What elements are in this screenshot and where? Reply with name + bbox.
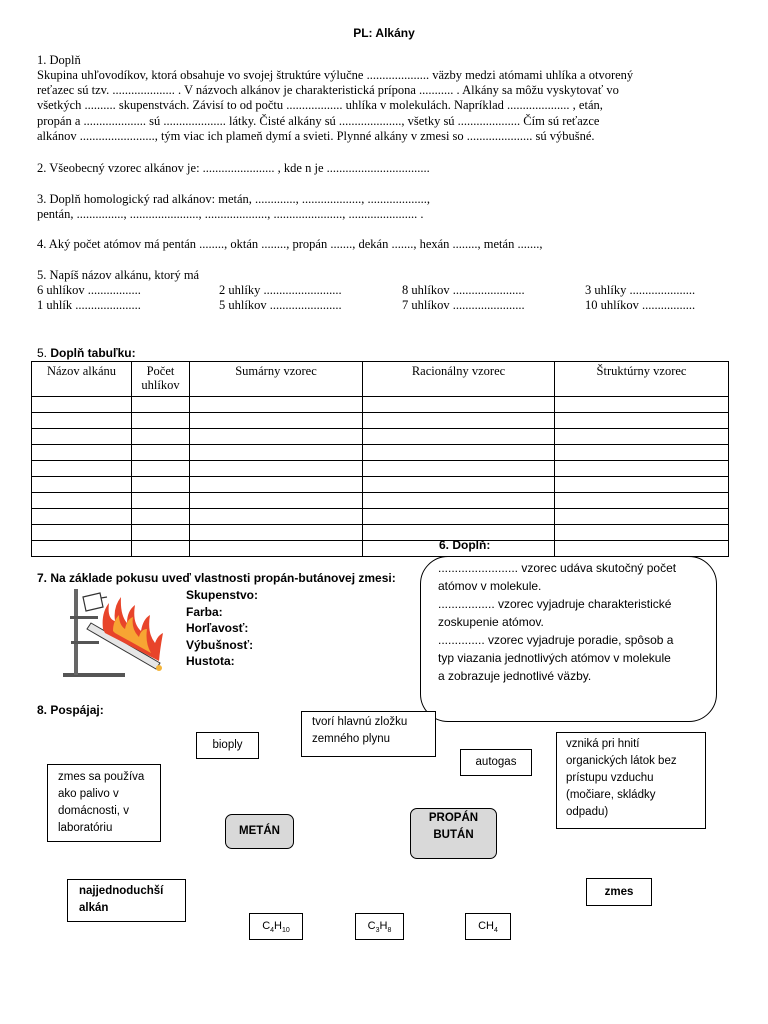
q6-line: ................. vzorec vyjadruje charakteristické	[438, 597, 672, 611]
formula-sub: 4	[270, 927, 275, 935]
q2-text: 2. Všeobecný vzorec alkánov je: ....................... , kde n je .................................	[37, 161, 430, 175]
q7-properties	[186, 587, 258, 670]
prop-horlavost: Horľavosť:	[186, 621, 249, 635]
ignition-spark	[156, 665, 162, 671]
box-najjednoduchsi[interactable]	[67, 879, 186, 922]
q1-line: alkánov ........................, tým viac ich plameň dymí a svieti. Plynné alkány v zmesi so ..................... sú výbušné.	[37, 129, 595, 143]
box-line: zemného plynu	[312, 733, 390, 745]
page-title: PL: Alkány	[353, 26, 415, 40]
box-line: laboratóriu	[58, 822, 113, 834]
q5b-heading	[37, 346, 136, 360]
prop-hustota: Hustota:	[186, 654, 235, 668]
q3-line: 3. Doplň homologický rad alkánov: metán, ............., ..................., ...................,	[37, 192, 431, 206]
q8-heading: 8. Pospájaj:	[37, 703, 104, 717]
q5a-item: 3 uhlíky .....................	[585, 283, 696, 297]
stand-base	[63, 673, 125, 677]
q1-line: propán a .................... sú .................... látky. Čisté alkány sú ...................., všetky sú .................... Čím sú reťazce	[37, 114, 600, 128]
col-pocet: Počet uhlíkov	[132, 362, 190, 397]
box-hlavna-zlozka[interactable]	[301, 711, 436, 757]
box-line: ako palivo v	[58, 788, 119, 800]
table-row	[32, 445, 729, 461]
table-row	[32, 509, 729, 525]
table-row	[32, 461, 729, 477]
table-row	[32, 493, 729, 509]
box-line: zmes sa používa	[58, 771, 145, 783]
stand-clamp	[70, 616, 98, 619]
q6-line: a zobrazuje jednotlivé väzby.	[438, 669, 592, 683]
q6-line: .............. vzorec vyjadruje poradie, spôsob a	[438, 633, 674, 647]
formula-sub: 3	[375, 927, 380, 935]
q6-line: ........................ vzorec udáva skutočný počet	[438, 561, 677, 575]
box-metan[interactable]: METÁN	[225, 814, 294, 849]
q4-text: 4. Aký počet atómov má pentán ........, oktán ........, propán ......., dekán ......., hexán ........, metán .......,	[37, 237, 543, 251]
q5a-item: 5 uhlíkov .......................	[219, 298, 342, 312]
box-autogas[interactable]: autogas	[460, 749, 532, 776]
formula-part: H	[379, 920, 388, 932]
q5b-number: 5.	[37, 346, 51, 360]
box-line-propan: PROPÁN	[428, 812, 479, 824]
formula-sub: 4	[493, 927, 498, 935]
box-formula-c3h8[interactable]	[355, 913, 404, 940]
q6-line: zoskupenie atómov.	[438, 615, 544, 629]
q1-line: všetkých .......... skupenstvách. Závisí to od počtu .................. uhlíka v molekulách. Napríklad .................... , etán,	[37, 98, 603, 112]
q1-line: Skupina uhľovodíkov, ktorá obsahuje vo svojej štruktúre výlučne .................... väzby medzi atómami uhlíka a otvorený	[37, 68, 634, 82]
q3-line: pentán, ..............., ......................, ...................., ......................, ...................... .	[37, 207, 424, 221]
q6-bubble	[420, 556, 717, 722]
box-formula-ch4[interactable]	[465, 913, 511, 940]
table-header-row	[32, 362, 729, 397]
col-sumarny: Sumárny vzorec	[190, 362, 363, 397]
stand-rod	[74, 589, 78, 675]
q5a-item: 1 uhlík .....................	[37, 298, 141, 312]
q7-heading: 7. Na základe pokusu uveď vlastnosti propán-butánovej zmesi:	[37, 571, 396, 585]
col-strukturny: Štruktúrny vzorec	[555, 362, 729, 397]
box-line-butan: BUTÁN	[433, 829, 474, 841]
box-line: (močiare, skládky	[566, 789, 656, 801]
q6-line: typ viazania jednotlivých atómov v molekule	[438, 651, 671, 665]
box-zmes-pouziva[interactable]	[47, 764, 161, 842]
table-row	[32, 413, 729, 429]
formula-sub: 8	[387, 927, 392, 935]
box-formula-c4h10[interactable]	[249, 913, 303, 940]
q5a-item: 10 uhlíkov .................	[585, 298, 696, 312]
table-row	[32, 429, 729, 445]
box-line: tvorí hlavnú zložku	[312, 716, 408, 728]
box-line: alkán	[79, 902, 109, 914]
prop-skupenstvo: Skupenstvo:	[186, 588, 259, 602]
prop-farba: Farba:	[186, 604, 223, 619]
table-row	[32, 477, 729, 493]
formula-part: C	[367, 920, 376, 932]
q1-line: reťazec sú tzv. .................... . V názvoch alkánov je charakteristická prípona ........... . Alkány sa môžu vyskytovať vo	[37, 83, 619, 97]
box-zmes[interactable]: zmes	[586, 878, 652, 906]
experiment-illustration	[55, 583, 177, 683]
formula-part: H	[274, 920, 282, 932]
box-line: odpadu)	[566, 806, 609, 818]
prop-vybusnost: Výbušnosť:	[186, 637, 254, 652]
box-line: vzniká pri hnití	[566, 738, 640, 750]
q5a-item: 6 uhlíkov .................	[37, 283, 141, 297]
formula-sub: 10	[282, 927, 290, 935]
test-tube	[83, 593, 103, 611]
formula-part: C	[262, 920, 271, 932]
q6-line: atómov v molekule.	[438, 579, 542, 593]
q5b-title: Doplň tabuľku:	[50, 346, 136, 360]
box-line: prístupu vzduchu	[566, 772, 654, 784]
q5a-item: 2 uhlíky .........................	[219, 283, 342, 297]
col-nazov: Názov alkánu	[32, 362, 132, 397]
box-line: domácnosti, v	[58, 805, 129, 817]
box-bioply[interactable]: bioply	[196, 732, 259, 759]
alkane-table	[31, 361, 729, 557]
stand-clamp	[71, 641, 99, 644]
box-line: najjednoduchší	[79, 885, 164, 897]
col-racionalny: Racionálny vzorec	[363, 362, 555, 397]
q1-heading: 1. Doplň	[37, 53, 81, 67]
table-row	[32, 397, 729, 413]
box-line: organických látok bez	[566, 755, 677, 767]
q6-heading: 6. Doplň:	[439, 538, 491, 552]
formula-part: CH	[478, 920, 494, 932]
q5a-item: 8 uhlíkov .......................	[402, 283, 525, 297]
box-vznika[interactable]	[556, 732, 706, 829]
q5a-item: 7 uhlíkov .......................	[402, 298, 525, 312]
box-propan-butan[interactable]	[410, 808, 497, 859]
table-row	[32, 541, 729, 557]
table-row	[32, 525, 729, 541]
q5a-heading: 5. Napíš názov alkánu, ktorý má	[37, 268, 200, 282]
